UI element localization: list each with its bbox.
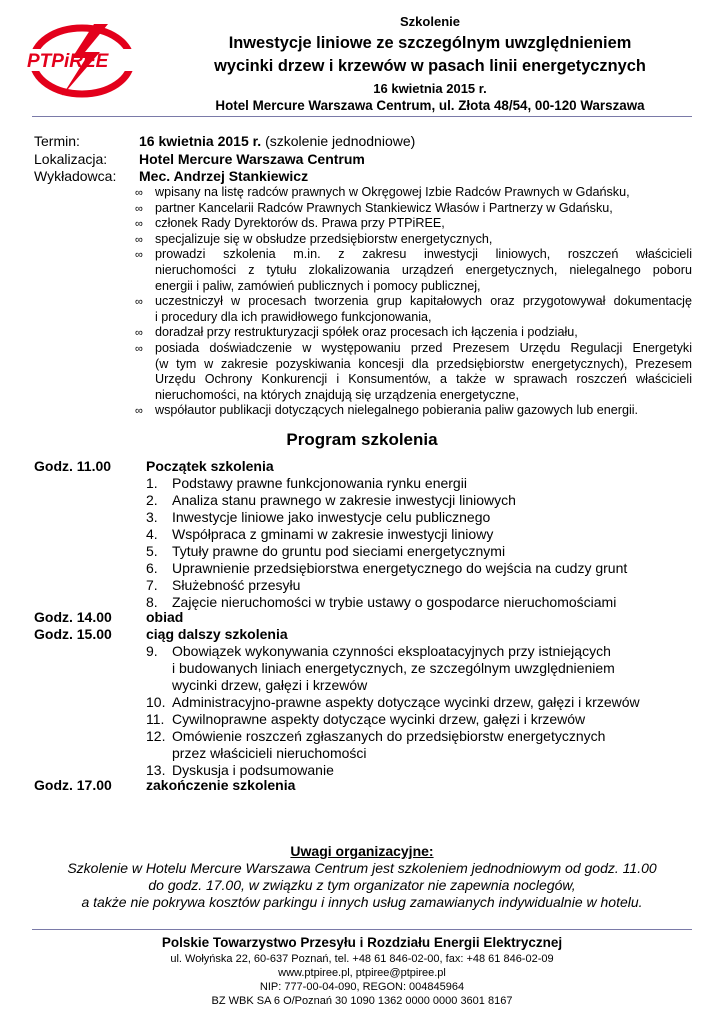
program-item	[146, 526, 706, 543]
program-item-text: Podstawy prawne funkcjonowania rynku energii	[172, 475, 467, 491]
time-slot-1700: Godz. 17.00	[34, 777, 112, 793]
header-date: 16 kwietnia 2015 r.	[373, 81, 487, 96]
program-item-text: i budowanych liniach energetycznych, ze szczególnym uwzględnieniem	[172, 660, 615, 676]
bio-item-text: wpisany na listę radców prawnych w Okręgowej Izbie Radców Prawnych w Gdańsku,	[155, 185, 630, 199]
program-item	[146, 509, 706, 526]
program-item	[146, 475, 706, 492]
uwagi-line3: a także nie pokrywa kosztów parkingu i innych usług zamawianych indywidualnie w hotelu.	[81, 894, 643, 910]
bio-item-text: specjalizuje się w obsłudze przedsiębiorstw energetycznych,	[155, 231, 493, 246]
program-title: Program szkolenia	[286, 430, 438, 449]
bullet-infinity-icon: ∞	[135, 327, 143, 340]
ptpiree-logo	[24, 22, 142, 100]
program-item-text: Administracyjno-prawne aspekty dotyczące wycinki drzew, gałęzi i krzewów	[172, 694, 640, 710]
program-item-number: 5.	[146, 543, 158, 559]
program-item-text: Dyskusja i podsumowanie	[172, 762, 334, 778]
lokalizacja-label: Lokalizacja:	[34, 151, 108, 167]
bio-item-text: członek Rady Dyrektorów ds. Prawa przy PTPiREE,	[155, 216, 445, 231]
bio-item-text: nieruchomości z tytułu zlokalizowania urządzeń energetycznych, nielegalnego poboru	[155, 262, 692, 277]
bio-item-text: i procedury dla ich prawidłowego funkcjonowania,	[155, 309, 432, 324]
program-item-text: Obowiązek wykonywania czynności eksploatacyjnych przy istniejących	[172, 643, 611, 659]
bio-item-text: partner Kancelarii Radców Prawnych Stankiewicz Własów i Partnerzy w Gdańsku,	[155, 200, 613, 215]
bullet-infinity-icon: ∞	[135, 218, 143, 231]
bio-item	[135, 325, 692, 341]
bio-item	[135, 185, 692, 201]
session-start-label: Początek szkolenia	[146, 458, 274, 474]
bullet-infinity-icon: ∞	[135, 249, 143, 262]
program-item	[146, 560, 706, 577]
program-item-number: 8.	[146, 594, 158, 610]
program-item	[146, 728, 706, 762]
bio-item	[135, 232, 692, 248]
bullet-infinity-icon: ∞	[135, 296, 143, 309]
time-slot-1500: Godz. 15.00	[34, 626, 112, 642]
program-item-text: Tytuły prawne do gruntu pod sieciami energetycznymi	[172, 543, 506, 559]
session-continue-label: ciąg dalszy szkolenia	[146, 626, 288, 642]
lunch-label: obiad	[146, 609, 184, 625]
program-item-number: 12.	[146, 728, 166, 744]
program-item-number: 3.	[146, 509, 158, 525]
program-item	[146, 577, 706, 594]
bio-item-text: uczestniczył w procesach tworzenia grup kapitałowych oraz przygotowywał dokumentację	[155, 294, 692, 309]
header-kicker: Szkolenie	[400, 14, 460, 29]
program-item-text: przez właścicieli nieruchomości	[172, 745, 367, 761]
program-item-text: wycinki drzew, gałęzi i krzewów	[172, 677, 368, 693]
footer-bank: BZ WBK SA 6 O/Poznań 30 1090 1362 0000 0000 3601 8167	[211, 995, 513, 1007]
program-item-text: Współpraca z gminami w zakresie inwestycji liniowy	[172, 526, 494, 542]
program-item-text: Uprawnienie przedsiębiorstwa energetycznego do wejścia na cudzy grunt	[172, 560, 628, 576]
uwagi-title: Uwagi organizacyjne:	[290, 843, 434, 859]
termin-value: 16 kwietnia 2015 r.	[139, 133, 262, 149]
program-item-number: 9.	[146, 643, 158, 659]
time-slot-1400: Godz. 14.00	[34, 609, 112, 625]
footer-web: www.ptpiree.pl, ptpiree@ptpiree.pl	[278, 967, 446, 979]
program-item-number: 11.	[146, 711, 165, 727]
header-title-line1: Inwestycje liniowe ze szczególnym uwzględnieniem	[228, 34, 632, 52]
bullet-infinity-icon: ∞	[135, 343, 143, 355]
bio-item-text: doradzał przy restrukturyzacji spółek oraz procesach ich łączenia i podziału,	[155, 325, 578, 340]
bullet-infinity-icon: ∞	[135, 405, 143, 418]
program-item	[146, 694, 706, 711]
program-item-number: 10.	[146, 694, 166, 710]
session-end-label: zakończenie szkolenia	[146, 777, 296, 793]
program-item-number: 4.	[146, 526, 158, 542]
bio-item-text: posiada doświadczenie w występowaniu przed Prezesem Urzędu Regulacji Energetyki	[155, 341, 692, 355]
uwagi-line2: do godz. 17.00, w związku z tym organizator nie zapewnia noclegów,	[148, 877, 576, 893]
program-item-number: 1.	[146, 475, 158, 491]
footer-divider	[32, 929, 692, 930]
program-item-text: Omówienie roszczeń zgłaszanych do przedsiębiorstw energetycznych	[172, 728, 606, 744]
termin-value-row	[139, 133, 415, 150]
footer-nip: NIP: 777-00-04-090, REGON: 004845964	[259, 981, 465, 993]
bio-item	[135, 216, 692, 232]
wykladowca-value: Mec. Andrzej Stankiewicz	[139, 168, 309, 184]
program-item	[146, 643, 706, 694]
bullet-infinity-icon: ∞	[135, 202, 143, 215]
bio-item-text: współautor publikacji dotyczących nielegalnego pobierania paliw gazowych lub energii.	[155, 403, 639, 418]
program-item-text: Inwestycje liniowe jako inwestycje celu publicznego	[172, 509, 491, 525]
ptpiree-logo-graphic	[24, 22, 142, 100]
program-item-number: 2.	[146, 492, 158, 508]
wykladowca-label: Wykładowca:	[34, 168, 117, 184]
program-item-number: 13.	[146, 762, 166, 778]
bio-item-text: (w tym w zakresie pozyskiwania koncesji dla przedsiębiorstw energetycznych), Prezesem	[155, 356, 692, 371]
program-item	[146, 711, 706, 728]
bio-item-text: energii i paliw, zamówień publicznych i pomocy publicznej,	[155, 278, 481, 293]
bio-item	[135, 247, 692, 294]
header-venue: Hotel Mercure Warszawa Centrum, ul. Złota 48/54, 00-120 Warszawa	[215, 98, 645, 113]
bio-item	[135, 403, 692, 419]
header-title-line2: wycinki drzew i krzewów w pasach linii energetycznych	[214, 57, 646, 75]
program-item-text: Zajęcie nieruchomości w trybie ustawy o gospodarce nieruchomościami	[172, 594, 617, 610]
bio-item	[135, 201, 692, 217]
termin-label: Termin:	[34, 133, 80, 149]
program-item-number: 7.	[146, 577, 158, 593]
bio-item	[135, 294, 692, 325]
header-divider	[32, 116, 692, 117]
bullet-infinity-icon: ∞	[135, 187, 143, 199]
lokalizacja-value: Hotel Mercure Warszawa Centrum	[139, 151, 365, 167]
program-item-text: Cywilnoprawne aspekty dotyczące wycinki drzew, gałęzi i krzewów	[172, 711, 586, 727]
bio-item	[135, 341, 692, 403]
program-item-text: Służebność przesyłu	[172, 577, 301, 593]
uwagi-line1: Szkolenie w Hotelu Mercure Warszawa Centrum jest szkoleniem jednodniowym od godz. 11.00	[67, 860, 657, 876]
footer-address: ul. Wołyńska 22, 60-637 Poznań, tel. +48 61 846-02-00, fax: +48 61 846-02-09	[170, 953, 554, 965]
termin-note: (szkolenie jednodniowe)	[265, 133, 416, 149]
bio-item-text: Urzędu Ochrony Konkurencji i Konsumentów, a także w sprawach roszczeń właścicieli	[155, 372, 692, 387]
program-item	[146, 594, 706, 611]
time-slot-1100: Godz. 11.00	[34, 458, 112, 474]
program-item	[146, 543, 706, 560]
bullet-infinity-icon: ∞	[135, 233, 143, 246]
bio-item-text: prowadzi szkolenia m.in. z zakresu inwestycji liniowych, roszczeń właścicieli	[155, 247, 692, 262]
program-item-text: Analiza stanu prawnego w zakresie inwestycji liniowych	[172, 492, 516, 508]
logo-wordmark: PTPiREE	[27, 51, 109, 72]
footer-org: Polskie Towarzystwo Przesyłu i Rozdziału Energii Elektrycznej	[161, 935, 563, 950]
program-item	[146, 492, 706, 509]
program-item-number: 6.	[146, 560, 158, 576]
bio-item-text: nieruchomości, na których znajdują się urządzenia energetyczne,	[155, 387, 520, 402]
